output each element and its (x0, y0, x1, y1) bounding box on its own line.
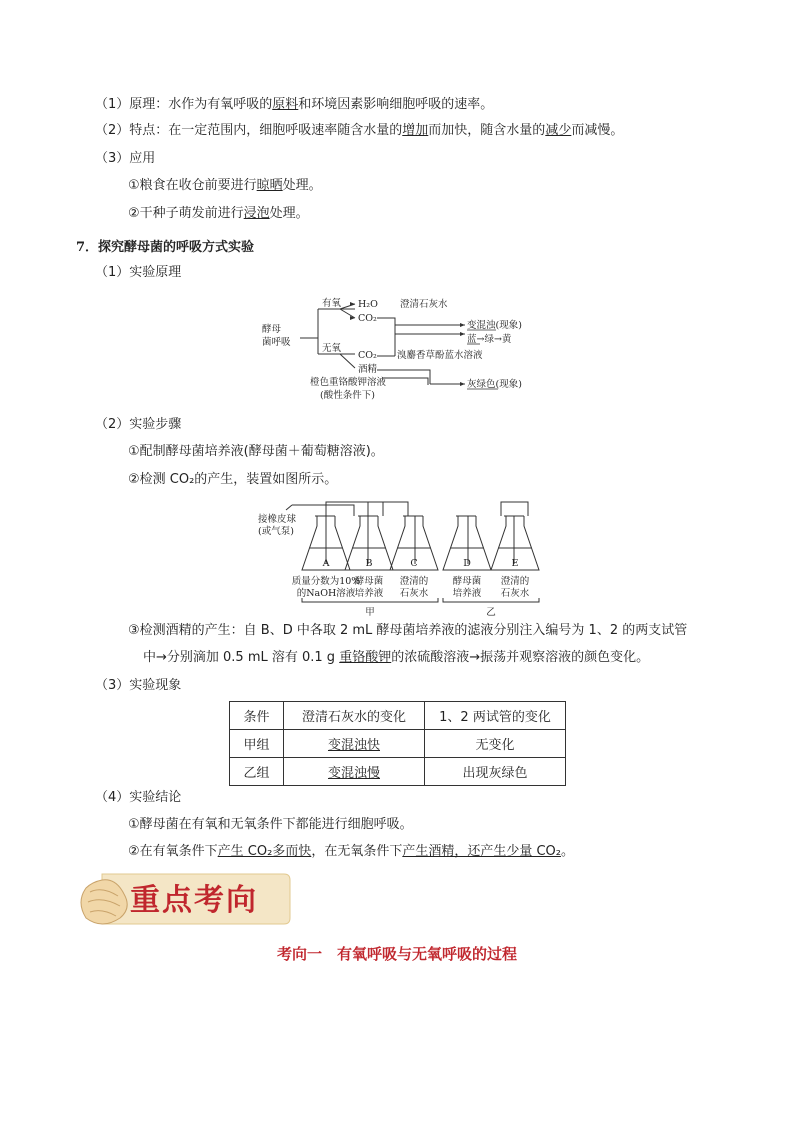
flask-b-label: B (365, 558, 373, 569)
step-3-line-2: 中→分别滴加 0.5 mL 溶有 0.1 g 重铬酸钾的浓硫酸溶液→振荡并观察溶液的颜色变化。 (143, 650, 650, 665)
limewater-label: 澄清石灰水 (400, 299, 448, 310)
key-topics-banner (72, 868, 296, 930)
table-cell: 乙组 (230, 758, 284, 786)
banner-title: 重点考向 (130, 883, 258, 918)
conclusion-1: ①酵母菌在有氧和无氧条件下都能进行细胞呼吸。 (128, 817, 413, 832)
flask-d-label: D (463, 558, 471, 569)
grey-green-label: 灰绿色(现象) (467, 379, 522, 390)
flask-e-label: E (511, 558, 519, 569)
phenomena-label: （3）实验现象 (95, 678, 182, 693)
flask-c-label: C (410, 558, 418, 569)
dichromate-label-1: 橙色重铬酸钾溶液 (310, 377, 387, 388)
yeast-label-b-1: 酵母菌 (354, 576, 384, 587)
lime-label-c-1: 澄清的 (399, 576, 429, 587)
section-heading: 7．探究酵母菌的呼吸方式实验 (76, 240, 255, 255)
principle-label: （1）实验原理 (95, 265, 182, 280)
conclusion-2: ②在有氧条件下产生 CO₂多而快，在无氧条件下产生酒精，还产生少量 CO₂。 (128, 844, 574, 859)
table-cell: 变混浊慢 (284, 758, 425, 786)
principle-diagram (260, 294, 542, 406)
application-label: （3）应用 (95, 151, 156, 166)
h2o-label: H₂O (358, 299, 378, 310)
lime-label-c-2: 石灰水 (399, 588, 429, 599)
yeast-label-d-2: 培养液 (452, 588, 482, 599)
btb-label: 溴麝香草酚蓝水溶液 (397, 350, 483, 361)
topic-title: 考向一 有氧呼吸与无氧呼吸的过程 (276, 945, 517, 963)
application-item-1: ①粮食在收仓前要进行晾晒处理。 (128, 178, 322, 193)
table-cell: 无变化 (425, 730, 566, 758)
pump-label-2: (或气泵) (258, 526, 294, 537)
lime-label-e-1: 澄清的 (500, 576, 530, 587)
feature-line: （2）特点：在一定范围内，细胞呼吸速率随含水量的增加而加快，随含水量的减少而减慢。 (95, 123, 624, 138)
principle-line: （1）原理：水作为有氧呼吸的原料和环境因素影响细胞呼吸的速率。 (95, 97, 494, 112)
co2-aerobic-label: CO₂ (358, 313, 377, 324)
table-cell: 变混浊快 (284, 730, 425, 758)
table-header-row (230, 702, 566, 730)
table-cell: 甲组 (230, 730, 284, 758)
aerobic-label: 有氧 (322, 298, 342, 309)
conclusion-label: （4）实验结论 (95, 790, 182, 805)
lime-label-e-2: 石灰水 (500, 588, 530, 599)
table-row (230, 758, 566, 786)
group-jia-label: 甲 (365, 607, 375, 618)
dichromate-label-2: (酸性条件下) (320, 390, 375, 401)
color-sequence-label: 蓝→绿→黄 (467, 334, 512, 345)
subject-label-1: 酵母 (262, 324, 282, 335)
step-2: ②检测 CO₂的产生，装置如图所示。 (128, 472, 338, 487)
step-3-line-1: ③检测酒精的产生：自 B、D 中各取 2 mL 酵母菌培养液的滤液分别注入编号为 1、2 的两支试管 (128, 623, 688, 638)
results-table (229, 701, 566, 786)
turbid-label: 变混浊(现象) (467, 320, 522, 331)
flask-a-label: A (322, 558, 330, 569)
naoh-label-1: 质量分数为10% (291, 576, 361, 587)
alcohol-label: 酒精 (358, 364, 378, 375)
step-1: ①配制酵母菌培养液(酵母菌＋葡萄糖溶液)。 (128, 444, 384, 459)
yeast-label-b-2: 培养液 (354, 588, 384, 599)
group-yi-label: 乙 (486, 607, 496, 618)
naoh-label-2: 的NaOH溶液 (296, 588, 356, 599)
steps-label: （2）实验步骤 (95, 417, 182, 432)
table-header: 条件 (230, 702, 284, 730)
table-cell: 出现灰绿色 (425, 758, 566, 786)
subject-label-2: 菌呼吸 (262, 337, 291, 348)
co2-anaerobic-label: CO₂ (358, 350, 377, 361)
table-header: 1、2 两试管的变化 (425, 702, 566, 730)
application-item-2: ②干种子萌发前进行浸泡处理。 (128, 206, 309, 221)
table-row (230, 730, 566, 758)
banner-graphic (72, 868, 296, 930)
pump-label-1: 接橡皮球 (258, 514, 297, 525)
anaerobic-label: 无氧 (322, 343, 342, 354)
table-header: 澄清石灰水的变化 (284, 702, 425, 730)
apparatus-diagram (258, 498, 558, 620)
yeast-label-d-1: 酵母菌 (452, 576, 482, 587)
